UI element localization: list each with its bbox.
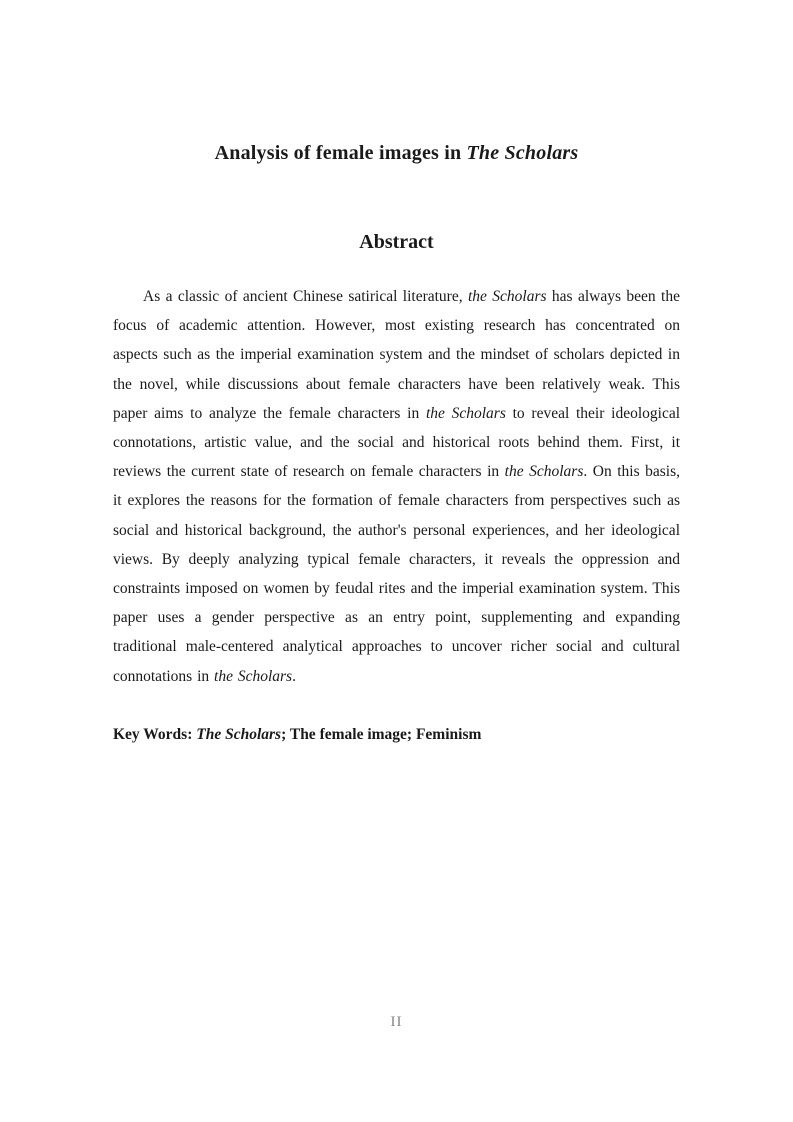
book-title-italic: the Scholars <box>467 288 547 305</box>
keywords-book-name-italic: The Scholars <box>196 725 282 743</box>
abstract-paragraph <box>113 282 680 691</box>
keywords-label: Key Words: <box>113 725 197 743</box>
abstract-segment: to reveal their ideological connotations, artistic value, and the social and historical roots behind them. First, it reviews the current state of research on female characters in <box>113 404 681 481</box>
title-book-name-italic: The Scholars <box>466 142 579 164</box>
abstract-segment: . <box>292 667 296 685</box>
book-title-italic: the Scholars <box>425 404 506 422</box>
abstract-heading: Abstract <box>359 231 434 253</box>
book-title-italic: the Scholars <box>214 667 293 685</box>
abstract-segment: . On this basis, it explores the reasons for the formation of female characters from perspectives such as social and historical background, the author's personal experiences, and her ideological views. By deeply analyzing typical female characters, it reveals the oppression and constraints imposed on women by feudal rites and the imperial examination system. This paper uses a gender perspective as an entry point, supplementing and expanding traditional male-centered analytical approaches to uncover richer social and cultural connotations in <box>113 463 680 685</box>
page-number: II <box>390 1014 403 1030</box>
abstract-segment: has always been the focus of academic attention. However, most existing research has concentrated on aspects such as the imperial examination system and the mindset of scholars depicted in the novel, while discussions about female characters have been relatively weak. This paper aims to analyze the female characters in <box>113 288 680 422</box>
keywords-line <box>113 720 680 749</box>
book-title-italic: the Scholars <box>504 463 584 481</box>
keywords-rest: ; The female image; Feminism <box>281 725 482 743</box>
title-text: Analysis of female images in <box>214 142 467 164</box>
abstract-segment: As a classic of ancient Chinese satirical literature, <box>143 288 468 305</box>
document-title <box>113 0 680 167</box>
page-content <box>113 0 680 749</box>
